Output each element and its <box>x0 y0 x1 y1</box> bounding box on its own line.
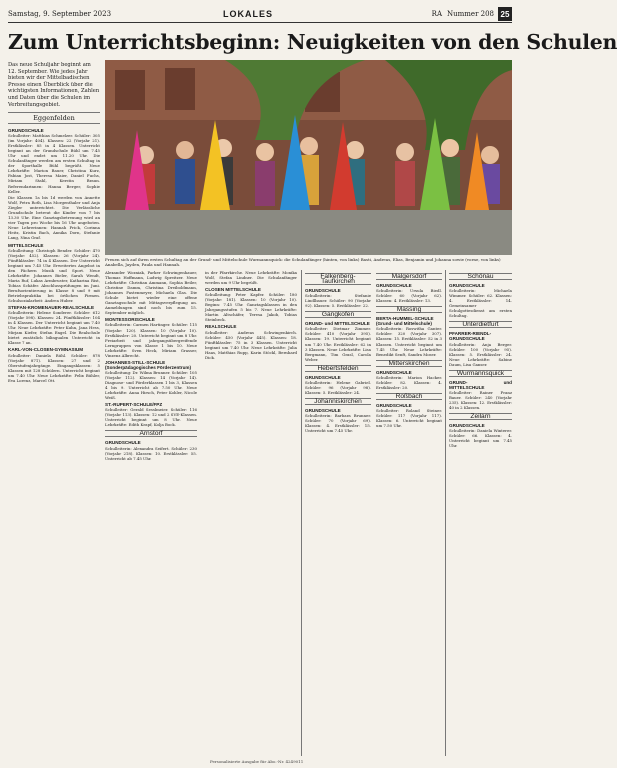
paragraph: Schulleiterin: Marion Hacker. Schüler: 82. Klassen: 4. Erstklässler: 20. <box>376 374 442 390</box>
paragraph: Schulleiterin: Helene Gabriel. Schüler: 96 (Vorjahr 98). Klassen: 5. Erstklässler: 24. <box>305 379 371 395</box>
school-heading: JOHANNES-STILL-SCHULE (Sonderpädagogisches Förderzentrum) <box>105 359 192 370</box>
school-heading: GRUNDSCHULE <box>105 440 141 446</box>
region-label: Falkenberg-Taufkirchen <box>305 273 371 285</box>
region-label: Mitterskirchen <box>376 360 442 367</box>
school-heading: MONTESSORISCHULE <box>105 317 155 323</box>
school-heading: ST.-RUPERT-SCHULE/FPZ <box>105 402 163 408</box>
school-heading: GRUNDSCHULE <box>449 283 485 289</box>
divider <box>8 123 100 124</box>
paragraph: Alexander Wozniak, Parker Schwingenhauer, Thomas Hoffmann, Ludwig Spreitzer. Neue Lehrkräfte: Christian Ammann, Sophia Beiler, Christine Damm, Christina Dreiboldmann, Johannes Fastenmeyer, Michaela Glas. Die Schule bietet wieder eine offene Ganztagsschule mit Mittagsverpflegung an. Anmeldungen sind noch bis zum 15. September möglich. <box>105 270 197 316</box>
paragraph: Schulleiter: Matthias Schmelzer. Schüler: 305 (im Vorjahr: 404). Klassen: 22 (Vorjahr 21). Erstklässler: 85 in 4 Klassen. Unterricht beginnt an der Grundschule Bühl um 7.45 Uhr und endet um 11.20 Uhr. Die Schulanfänger werden am ersten Schultag in der Sporthalle Bühl begrüßt. Neue Lehrkräfte: Marion Bauer, Christina Kurz, Fabian Jost, Theresa Maier, Daniel Fuchs, Miriam Stahl, Kerstin Braun. Referendarinnen: Hanna Berger, Sophie Keller. <box>8 133 100 194</box>
intro-text: Das neue Schuljahr beginnt am 12. September. Wie jedes Jahr bieten wir der Mittelbadischen Presse einen Überblick über die wichtigsten Informationen, Zahlen und Daten über die Schulen im Verbreitungsgebiet. <box>8 62 100 108</box>
school-heading: STEFAN-KROMENAUER-REALSCHULE <box>8 305 95 311</box>
school-heading: GRUNDSCHULE <box>376 402 412 408</box>
school-heading: GRUNDSCHULE <box>305 288 341 294</box>
issue-date: Samstag, 9. September 2023 <box>8 10 112 18</box>
school-heading: GRUNDSCHULE <box>449 423 485 429</box>
region-label: Malgersdorf <box>376 273 442 280</box>
region-label: Unterdietfurt <box>449 321 512 328</box>
region-label: Schönau <box>449 273 512 280</box>
paragraph: Schulleiterin: Carmen Hartinger. Schüler: 115 (Vorjahr: 120). Klassen: 10 (Vorjahr 10). Erstklässler: 20. Unterricht beginnt um 8 Uhr. Freiarbeit und jahrgangsübergreifende Lerngruppen von Klasse 1 bis 10. Neue Lehrkräfte: Sven Heck, Miriam Grasser, Vinzenz Albrecht. <box>105 322 197 358</box>
region-label: Hebertsfelden <box>305 365 371 372</box>
column-divider <box>445 270 446 756</box>
article-column <box>8 126 100 756</box>
page-headline: Zum Unterrichtsbeginn: Neuigkeiten von den Schulen <box>8 30 617 54</box>
school-heading: GRUND- und MITTELSCHULE <box>305 321 370 327</box>
school-heading: GRUND- und MITTELSCHULE <box>449 379 512 390</box>
school-heading: GRUNDSCHULE <box>8 128 44 133</box>
school-children-photo <box>105 60 512 255</box>
paragraph: Schulleiterin: Alexandra Seifert. Schüler: 230 (Vorjahr 218). Klassen: 10. Erstklässler: 55. Unterricht ab 7.45 Uhr. <box>105 445 197 461</box>
paragraph: Die Klassen 1a bis 1d werden von Annette Wolf, Petra Roth, Lisa Morgenthaler und Anja Ziegler unterrichtet. Die Verlässliche Grundschule betreut die Kinder von 7 bis 13.30 Uhr. Eine Ganztagsbetreuung wird an vier Tagen pro Woche bis 16 Uhr angeboten. Neue Lehrerinnen: Hannah Frick, Corinna Heitz, Kristin Bach, Annika Dorn, Stefanie Lang, Nina Graf. <box>8 195 100 241</box>
paragraph: Schulleiterin: Helene Sonderer. Schüler: 612 (Vorjahr 598). Klassen: 24. Fünftklässler: 104 in 4 Klassen. Der Unterricht beginnt um 7.40 Uhr. Neue Lehrkräfte: Peter Kuhn, Jana Hess, Mirjam Kiefer, Stefan Engel. Die Realschule bietet zusätzlich bilingualen Unterricht in Klasse 7 an. <box>8 310 100 346</box>
paragraph: Schulleitung: Dr. Wilma Brunner. Schüler: 105 (Vorjahr 112). Klassen: 14 (Vorjahr 14). Diagnose- und Förderklassen 1 bis 3, Klassen 4 bis 9. Unterricht ab 7.50 Uhr. Neue Lehrkräfte: Anna Hirsch, Peter Kohler, Nicole Weiß. <box>105 369 197 401</box>
section-title: LOKALES <box>223 9 274 19</box>
paragraph: Schulleiterin: Michaela Wimmer. Schüler: 62. Klassen: 4. Erstklässler: 14. Gemeinsamer Schulgottesdienst am ersten Schultag. <box>449 288 512 319</box>
region-label: Gangkofen <box>305 311 371 318</box>
region-label: Wurmannsquick <box>449 370 512 377</box>
article-column <box>449 270 512 756</box>
paragraph: Schulleitung: Peter Kapfer. Schüler: 180 (Vorjahr: 181). Klassen: 10 (Vorjahr 10). Beginn: 7.45 Uhr. Ganztagsklassen in den Jahrgangsstufen 5 bis 7. Neue Lehrkräfte: Martin Altschäfer, Teresa Jakob, Tobias Steinbeck. <box>205 292 297 323</box>
paragraph: Schulleiterin: Daniela Winterer. Schüler: 66. Klassen: 4. Unterricht beginnt um 7.45 Uhr. <box>449 428 512 449</box>
school-heading: GRUNDSCHULE <box>305 374 341 380</box>
school-heading: GRUNDSCHULE <box>376 283 412 289</box>
photo-illustration <box>105 60 512 255</box>
article-column <box>205 270 297 756</box>
paragraph: Schulleiter: Roland Steiner. Schüler: 117 (Vorjahr 117). Klassen: 6. Unterricht beginnt um 7.50 Uhr. <box>376 407 442 429</box>
school-heading: MITTELSCHULE <box>8 242 44 248</box>
article-column <box>305 270 371 756</box>
divider <box>8 112 100 113</box>
region-label: Roßbach <box>376 393 442 400</box>
paragraph: Schulleiter: Dietmar Zimmer. Schüler: 410 (Vorjahr 395). Klassen: 19. Unterricht beginnt um 7.40 Uhr. Erstklässler: 62 in 3 Klassen. Neue Lehrkräfte: Lisa Bergmann, Tim Grasl, Carola Weber. <box>305 326 371 362</box>
paragraph: Schulleiterin: Barbara Brunner. Schüler: 70 (Vorjahr 69). Klassen: 4. Erstklässler: 15. Unterricht um 7.45 Uhr. <box>305 413 371 434</box>
article-column <box>376 270 442 756</box>
paragraph: Schulleitung: Christoph Bender. Schüler: 470 (Vorjahr: 452). Klassen: 26 (Vorjahr 24). Fünftklässler: 74 in 4 Klassen. Der Unterricht beginnt um 7.45 Uhr. Erweitertes Angebot in den Fächern Musik und Sport. Neue Lehrkräfte: Johannes Bieler, Sarah Wendt, Maria Ruf, Lukas Armbruster, Katharina Rist, Tobias Schäfer. Abschlussprüfungen im Juni. Berufsorientierung in Klasse 8 und 9 mit Betriebspraktika bei örtlichen Firmen. Schulsozialarbeit: Andrea Huber. <box>8 247 100 304</box>
paragraph: in der Pfarrkirche. Neue Lehrkräfte: Monika Wolf, Stefan Lindner. Die Schulanfänger werden um 9 Uhr begrüßt. <box>205 270 297 286</box>
column-divider <box>301 270 302 756</box>
paragraph: Schulleiterin: Anja Berger. Schüler: 100 (Vorjahr 95). Klassen: 5. Erstklässler: 24. Neue Lehrkräfte: Sabine Daum, Lisa Ganser. <box>449 341 512 367</box>
header-rule <box>8 22 512 23</box>
paragraph: Schulleiter: Daniela Rühl. Schüler: 878 (Vorjahr 871). Klassen: 27 und 2 Oberstufenjahrgänge. Eingangsklassen: 5 Klassen mit 128 Schülern. Unterricht beginnt um 7.40 Uhr. Neue Lehrkräfte: Felix Bühler, Eva Lorenz, Marcel Ott. <box>8 352 100 383</box>
region-label: Johanniskirchen <box>305 398 371 405</box>
school-heading: PFARRER-RIENDL-GRUNDSCHULE <box>449 331 492 342</box>
region-label-eggenfelden: Eggenfelden <box>33 114 75 122</box>
paragraph: Schulleiter: Rainer Franz Bauer. Schüler: 240 (Vorjahr 235). Klassen: 12. Erstklässler: 40 in 2 Klassen. <box>449 389 512 411</box>
region-label: Arnstorf <box>105 430 197 437</box>
article-column <box>105 270 197 756</box>
paragraph: Schulleiterin: Stefanie Lindlbauer. Schüler: 90 (Vorjahr 92). Klassen: 5. Erstklässler: 22. <box>305 293 371 309</box>
school-heading: GRUNDSCHULE <box>305 407 341 413</box>
region-label: Massing <box>376 306 442 313</box>
page-number: 25 <box>498 7 512 21</box>
school-heading: REALSCHULE <box>205 324 237 330</box>
paragraph: Schulleiterin: Roswitha Ganter. Schüler: 320 (Vorjahr 307). Klassen: 15. Erstklässler: 52 in 3 Klassen. Unterricht beginnt um 7.45 Uhr. Neue Lehrkräfte: Benedikt Senft, Sandra Moser. <box>376 326 442 357</box>
school-heading: CLOSEN MITTELSCHULE <box>205 287 261 293</box>
footer-note: Personalisierte Ausgabe für Abo.-Nr. 4249011 <box>210 759 304 764</box>
edition-code: RA <box>431 10 442 18</box>
school-heading: GRUNDSCHULE <box>376 369 412 375</box>
paragraph: Schulleiter: Andreas Schwingenkirch. Schüler: 450 (Vorjahr 445). Klassen: 18. Fünftklässler: 75 in 3 Klassen. Unterricht beginnt um 7.40 Uhr. Neue Lehrkräfte: Julia Haas, Matthias Rupp, Karin Stöckl, Bernhard Dick. <box>205 329 297 360</box>
school-heading: BERTA-HUMMEL-SCHULE (Grund- und Mittelschule) <box>376 316 434 327</box>
school-heading: KARL-VON-CLOSEN-GYMNASIUM <box>8 347 84 353</box>
region-label: Zeilarn <box>449 413 512 420</box>
photo-caption: Freuen sich auf ihren ersten Schultag an der Grund- und Mittelschule Wurmannsquick: die Schulanfänger (hinten, von links) Basti, Andreas, Elias, Benjamin und Johanna sowie (vorne, von links) Anabella, Jayden, Paula und Hannah. <box>105 257 501 267</box>
paragraph: Schulleiter: Gerald Sesslmeier. Schüler: 116 (Vorjahr 113). Klassen: 12 und 2 SVE-Klassen. Unterricht beginnt um 8 Uhr. Neue Lehrkräfte: Edith Krapf, Kolja Bock. <box>105 407 197 428</box>
issue-number: Nummer 208 <box>447 10 494 18</box>
paragraph: Schulleiterin: Ursula Biedl. Schüler: 60 (Vorjahr 62). Klassen: 4. Erstklässler: 13. <box>376 288 442 304</box>
